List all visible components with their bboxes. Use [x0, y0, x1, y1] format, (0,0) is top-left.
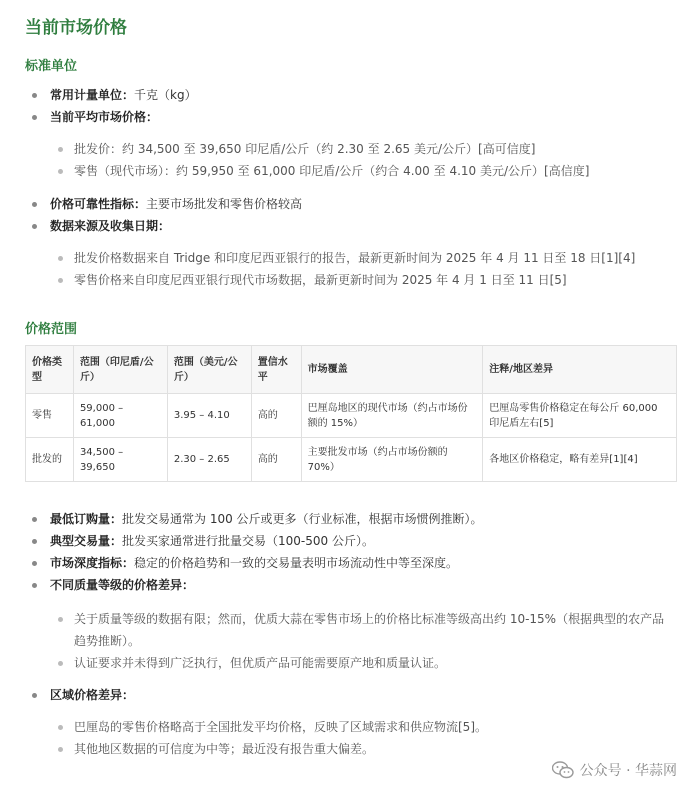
- price-list: [56, 138, 589, 182]
- list-item: 典型交易量：批发买家通常进行批量交易（100-500 公斤）。: [30, 530, 483, 552]
- unit-list: [30, 84, 197, 128]
- table-cell: 59,000 – 61,000: [73, 394, 167, 438]
- list-item: 常用计量单位：千克（kg）: [30, 84, 197, 106]
- page-title: 当前市场价格: [25, 18, 127, 38]
- wechat-icon: [552, 761, 574, 779]
- regional-notes: [56, 716, 487, 760]
- table-cell: 巴厘岛地区的现代市场（约占市场份额的 15%）: [301, 394, 483, 438]
- list-item: 不同质量等级的价格差异：: [30, 574, 483, 596]
- list-item: 市场深度指标：稳定的价格趋势和一致的交易量表明市场流动性中等至深度。: [30, 552, 483, 574]
- table-row: [26, 438, 677, 482]
- column-header: 范围（印尼盾/公斤）: [73, 346, 167, 394]
- table-cell: 各地区价格稳定，略有差异[1][4]: [483, 438, 677, 482]
- reliability-list: [30, 193, 302, 237]
- trade-list: [30, 508, 483, 596]
- table-cell: 巴厘岛零售价格稳定在每公斤 60,000 印尼盾左右[5]: [483, 394, 677, 438]
- column-header: 范围（美元/公斤）: [167, 346, 251, 394]
- price-item: 零售（现代市场）：约 59,950 至 61,000 印尼盾/公斤（约合 4.00 至 4.10 美元/公斤）[高信度]: [56, 160, 589, 182]
- list-item: 区域价格差异：: [30, 684, 134, 706]
- quality-item: 认证要求并未得到广泛执行，但优质产品可能需要原产地和质量认证。: [56, 652, 676, 674]
- list-item: 数据来源及收集日期：: [30, 215, 302, 237]
- list-item: 最低订购量：批发交易通常为 100 公斤或更多（行业标准，根据市场惯例推断）。: [30, 508, 483, 530]
- table-cell: 高的: [251, 438, 301, 482]
- column-header: 置信水平: [251, 346, 301, 394]
- table-row: [26, 394, 677, 438]
- table-cell: 零售: [26, 394, 74, 438]
- list-item: 价格可靠性指标：主要市场批发和零售价格较高: [30, 193, 302, 215]
- table-cell: 3.95 – 4.10: [167, 394, 251, 438]
- table-cell: 34,500 – 39,650: [73, 438, 167, 482]
- table-header-row: [26, 346, 677, 394]
- quality-item: 关于质量等级的数据有限；然而，优质大蒜在零售市场上的价格比标准等级高出约 10-15%（根据典型的农产品趋势推断）。: [56, 608, 676, 652]
- price-range-table: [25, 345, 677, 482]
- section-heading-range: 价格范围: [25, 322, 78, 337]
- table-cell: 批发的: [26, 438, 74, 482]
- section-heading-unit: 标准单位: [25, 59, 78, 74]
- table-cell: 高的: [251, 394, 301, 438]
- source-item: 批发价格数据来自 Tridge 和印度尼西亚银行的报告，最新更新时间为 2025 年 4 月 11 日至 18 日[1][4]: [56, 247, 635, 269]
- table-cell: 主要批发市场（约占市场份额的 70%）: [301, 438, 483, 482]
- regional-list: [30, 684, 134, 706]
- column-header: 价格类型: [26, 346, 74, 394]
- list-item: 当前平均市场价格：: [30, 106, 197, 128]
- column-header: 注释/地区差异: [483, 346, 677, 394]
- regional-item: 其他地区数据的可信度为中等；最近没有报告重大偏差。: [56, 738, 487, 760]
- source-item: 零售价格来自印度尼西亚银行现代市场数据，最新更新时间为 2025 年 4 月 1 日至 11 日[5]: [56, 269, 635, 291]
- watermark-text: 公众号 · 华蒜网: [579, 763, 677, 779]
- column-header: 市场覆盖: [301, 346, 483, 394]
- watermark: [552, 760, 677, 780]
- source-list: [56, 247, 635, 291]
- table-cell: 2.30 – 2.65: [167, 438, 251, 482]
- quality-list: [56, 608, 676, 674]
- regional-item: 巴厘岛的零售价格略高于全国批发平均价格，反映了区域需求和供应物流[5]。: [56, 716, 487, 738]
- price-item: 批发价：约 34,500 至 39,650 印尼盾/公斤（约 2.30 至 2.65 美元/公斤）[高可信度]: [56, 138, 589, 160]
